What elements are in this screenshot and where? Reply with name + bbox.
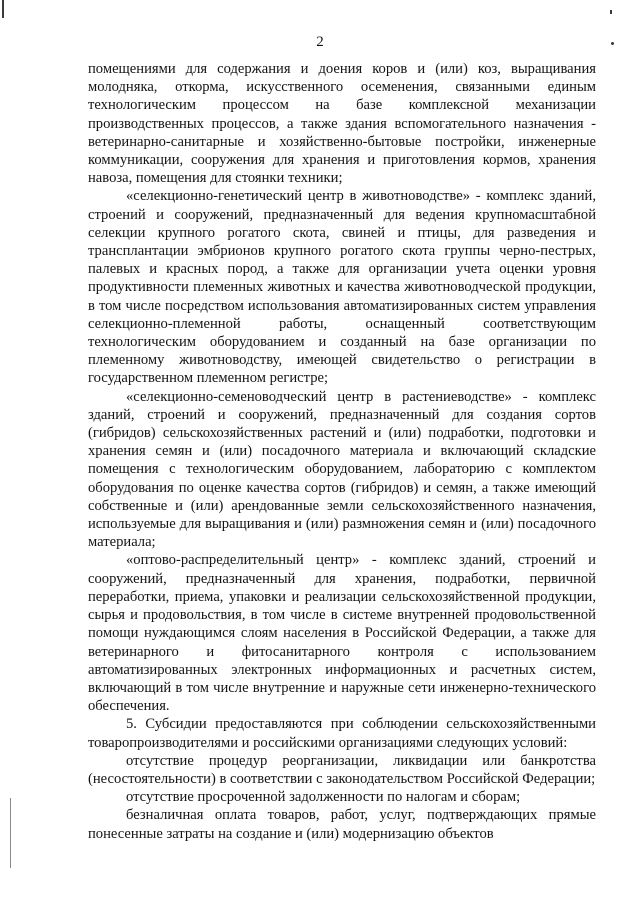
paragraph-continuation: помещениями для содержания и доения коров и (или) коз, выращивания молодняка, откорма, искусственного осеменения, связанными единым технологическим процессом на базе комплексной механизации производственных процессов, а также здания вспомогательного назначения - ветеринарно-санитарные и хозяйственно-бытовые постройки, инженерные коммуникации, сооружения для хранения и приготовления кормов, хранения навоза, помещения для стоянки техники; (88, 61, 596, 187)
paragraph-condition-cashless-payment: безналичная оплата товаров, работ, услуг, подтверждающих прямые понесенные затраты на создание и (или) модернизацию объектов (88, 807, 596, 842)
scan-artifact-left-margin (10, 798, 11, 868)
paragraph-condition-no-reorganization: отсутствие процедур реорганизации, ликвидации или банкротства (несостоятельности) в соответствии с законодательством Российской Федерации; (88, 752, 596, 787)
document-body (88, 60, 596, 843)
page-number: 2 (316, 34, 324, 50)
paragraph-selection-genetic-center: «селекционно-генетический центр в животноводстве» - комплекс зданий, строений и сооружений, предназначенный для ведения крупномасштабной селекции крупного рогатого скота, свиней и птицы, для разведения и трансплантации эмбрионов крупного рогатого скота группы черно-пестрых, палевых и красных пород, а также для организации учета оценки уровня продуктивности племенных животных и качества животноводческой продукции, в том числе посредством использования автоматизированных систем управления селекционно-племенной работы, оснащенный соответствующим технологическим оборудованием и созданный на базе организации по племенному животноводству, имеющей свидетельство о регистрации в государственном племенном регистре; (88, 188, 596, 387)
paragraph-seed-breeding-center: «селекционно-семеноводческий центр в растениеводстве» - комплекс зданий, строений и сооружений, предназначенный для создания сортов (гибридов) сельскохозяйственных растений и (или) подработки, подготовки и хранения семян и (или) посадочного материала и включающий складские помещения с технологическим оборудованием, лабораторию с комплектом оборудования по оценке качества сортов (гибридов) и семян, а также имеющий собственные и (или) арендованные земли сельскохозяйственного назначения, используемые для выращивания и (или) размножения семян и (или) посадочного материала; (88, 388, 596, 551)
paragraph-subsidy-conditions: 5. Субсидии предоставляются при соблюдении сельскохозяйственными товаропроизводителями и российскими организациями следующих условий: (88, 716, 596, 751)
scan-artifact-top-right (610, 10, 612, 14)
paragraph-condition-no-tax-debt: отсутствие просроченной задолженности по налогам и сборам; (126, 789, 521, 806)
paragraph-wholesale-distribution-center: «оптово-распределительный центр» - комплекс зданий, строений и сооружений, предназначенный для хранения, подработки, первичной переработки, приема, упаковки и реализации сельскохозяйственной продукции, сырья и продовольствия, в том числе в системе внутренней продовольственной помощи нуждающимся слоям населения в Российской Федерации, а также для ветеринарного и фитосанитарного контроля с использованием автоматизированных электронных информационных и расчетных систем, включающий в том числе внутренние и наружные сети инженерно-технического обеспечения. (88, 552, 596, 715)
scan-artifact-top-left (2, 0, 4, 18)
